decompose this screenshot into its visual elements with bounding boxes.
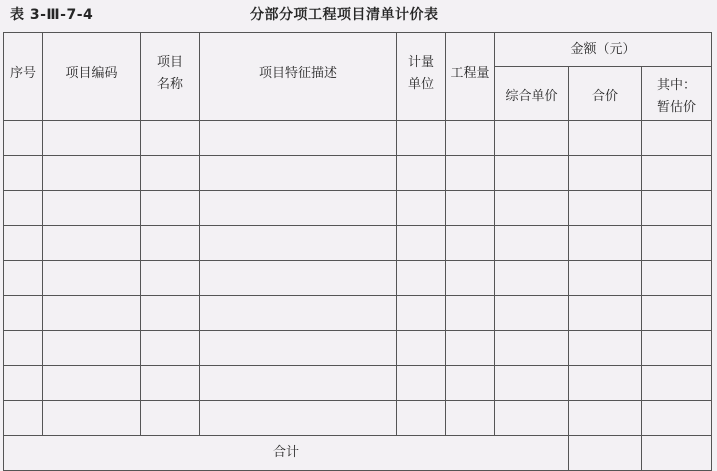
- table-row: [4, 261, 712, 296]
- table-cell[interactable]: [397, 156, 446, 191]
- table-cell[interactable]: [642, 121, 712, 156]
- table-cell[interactable]: [141, 261, 200, 296]
- table-cell[interactable]: [569, 331, 642, 366]
- table-cell[interactable]: [141, 296, 200, 331]
- table-cell[interactable]: [642, 261, 712, 296]
- table-cell[interactable]: [4, 401, 43, 436]
- table-cell[interactable]: [569, 401, 642, 436]
- table-cell[interactable]: [141, 191, 200, 226]
- table-row: [4, 401, 712, 436]
- table-cell[interactable]: [495, 296, 569, 331]
- table-cell[interactable]: [397, 401, 446, 436]
- table-cell[interactable]: [141, 366, 200, 401]
- col-header-amount-group: 金额（元）: [495, 33, 712, 67]
- col-header-item-name: 项目 名称: [141, 33, 200, 121]
- table-cell[interactable]: [43, 331, 141, 366]
- col-header-total-price: 合价: [569, 67, 642, 121]
- table-cell[interactable]: [446, 156, 495, 191]
- table-cell[interactable]: [642, 331, 712, 366]
- table-cell[interactable]: [397, 261, 446, 296]
- table-cell[interactable]: [642, 226, 712, 261]
- col-header-seq: 序号: [4, 33, 43, 121]
- table-cell[interactable]: [495, 401, 569, 436]
- table-cell[interactable]: [446, 366, 495, 401]
- table-cell[interactable]: [397, 296, 446, 331]
- table-cell[interactable]: [642, 366, 712, 401]
- table-cell[interactable]: [495, 121, 569, 156]
- bill-table: [3, 32, 712, 471]
- col-header-unit-price: 综合单价: [495, 67, 569, 121]
- table-cell[interactable]: [4, 331, 43, 366]
- table-cell[interactable]: [397, 191, 446, 226]
- table-cell[interactable]: [200, 121, 397, 156]
- table-cell[interactable]: [397, 366, 446, 401]
- table-cell[interactable]: [495, 191, 569, 226]
- table-cell[interactable]: [43, 261, 141, 296]
- table-cell[interactable]: [569, 156, 642, 191]
- table-cell[interactable]: [569, 296, 642, 331]
- table-cell[interactable]: [200, 366, 397, 401]
- table-cell[interactable]: [569, 366, 642, 401]
- table-cell[interactable]: [495, 366, 569, 401]
- table-cell[interactable]: [43, 121, 141, 156]
- table-cell[interactable]: [446, 331, 495, 366]
- table-cell[interactable]: [446, 261, 495, 296]
- table-cell[interactable]: [200, 401, 397, 436]
- table-cell[interactable]: [495, 226, 569, 261]
- table-cell[interactable]: [495, 261, 569, 296]
- table-cell[interactable]: [397, 226, 446, 261]
- table-row: [4, 296, 712, 331]
- table-cell[interactable]: [642, 296, 712, 331]
- table-cell[interactable]: [569, 121, 642, 156]
- total-provisional-cell[interactable]: [642, 436, 712, 471]
- col-header-unit: 计量 单位: [397, 33, 446, 121]
- col-header-quantity: 工程量: [446, 33, 495, 121]
- table-row: [4, 156, 712, 191]
- table-cell[interactable]: [642, 191, 712, 226]
- col-header-item-code: 项目编码: [43, 33, 141, 121]
- table-cell[interactable]: [200, 331, 397, 366]
- total-label: 合计: [4, 436, 569, 471]
- table-cell[interactable]: [495, 156, 569, 191]
- table-cell[interactable]: [569, 226, 642, 261]
- table-cell[interactable]: [141, 226, 200, 261]
- table-row: [4, 331, 712, 366]
- table-cell[interactable]: [4, 296, 43, 331]
- table-cell[interactable]: [43, 296, 141, 331]
- table-cell[interactable]: [4, 191, 43, 226]
- table-cell[interactable]: [569, 191, 642, 226]
- table-number: 表 3-Ⅲ-7-4: [10, 7, 94, 23]
- total-amount-cell[interactable]: [569, 436, 642, 471]
- table-cell[interactable]: [446, 401, 495, 436]
- table-row: [4, 366, 712, 401]
- table-cell[interactable]: [446, 121, 495, 156]
- table-cell[interactable]: [43, 156, 141, 191]
- col-header-provisional: 其中： 暂估价: [642, 67, 712, 121]
- table-cell[interactable]: [200, 226, 397, 261]
- table-cell[interactable]: [4, 226, 43, 261]
- table-cell[interactable]: [43, 366, 141, 401]
- header-row: [4, 33, 712, 67]
- table-cell[interactable]: [4, 121, 43, 156]
- table-cell[interactable]: [495, 331, 569, 366]
- table-cell[interactable]: [446, 226, 495, 261]
- table-cell[interactable]: [141, 331, 200, 366]
- table-cell[interactable]: [569, 261, 642, 296]
- table-cell[interactable]: [43, 401, 141, 436]
- table-cell[interactable]: [141, 401, 200, 436]
- table-row: [4, 226, 712, 261]
- table-cell[interactable]: [446, 191, 495, 226]
- table-cell[interactable]: [200, 156, 397, 191]
- total-row: [4, 436, 712, 471]
- col-header-feature-desc: 项目特征描述: [200, 33, 397, 121]
- table-cell[interactable]: [446, 296, 495, 331]
- table-cell[interactable]: [397, 331, 446, 366]
- table-row: [4, 121, 712, 156]
- table-row: [4, 191, 712, 226]
- page-title: 分部分项工程项目清单计价表: [250, 7, 439, 23]
- table-cell[interactable]: [4, 261, 43, 296]
- table-cell[interactable]: [397, 121, 446, 156]
- table-cell[interactable]: [4, 366, 43, 401]
- table-cell[interactable]: [4, 156, 43, 191]
- table-cell[interactable]: [141, 121, 200, 156]
- table-cell[interactable]: [642, 401, 712, 436]
- table-cell[interactable]: [43, 191, 141, 226]
- table-cell[interactable]: [200, 261, 397, 296]
- table-cell[interactable]: [200, 296, 397, 331]
- table-cell[interactable]: [141, 156, 200, 191]
- table-cell[interactable]: [642, 156, 712, 191]
- table-cell[interactable]: [43, 226, 141, 261]
- table-cell[interactable]: [200, 191, 397, 226]
